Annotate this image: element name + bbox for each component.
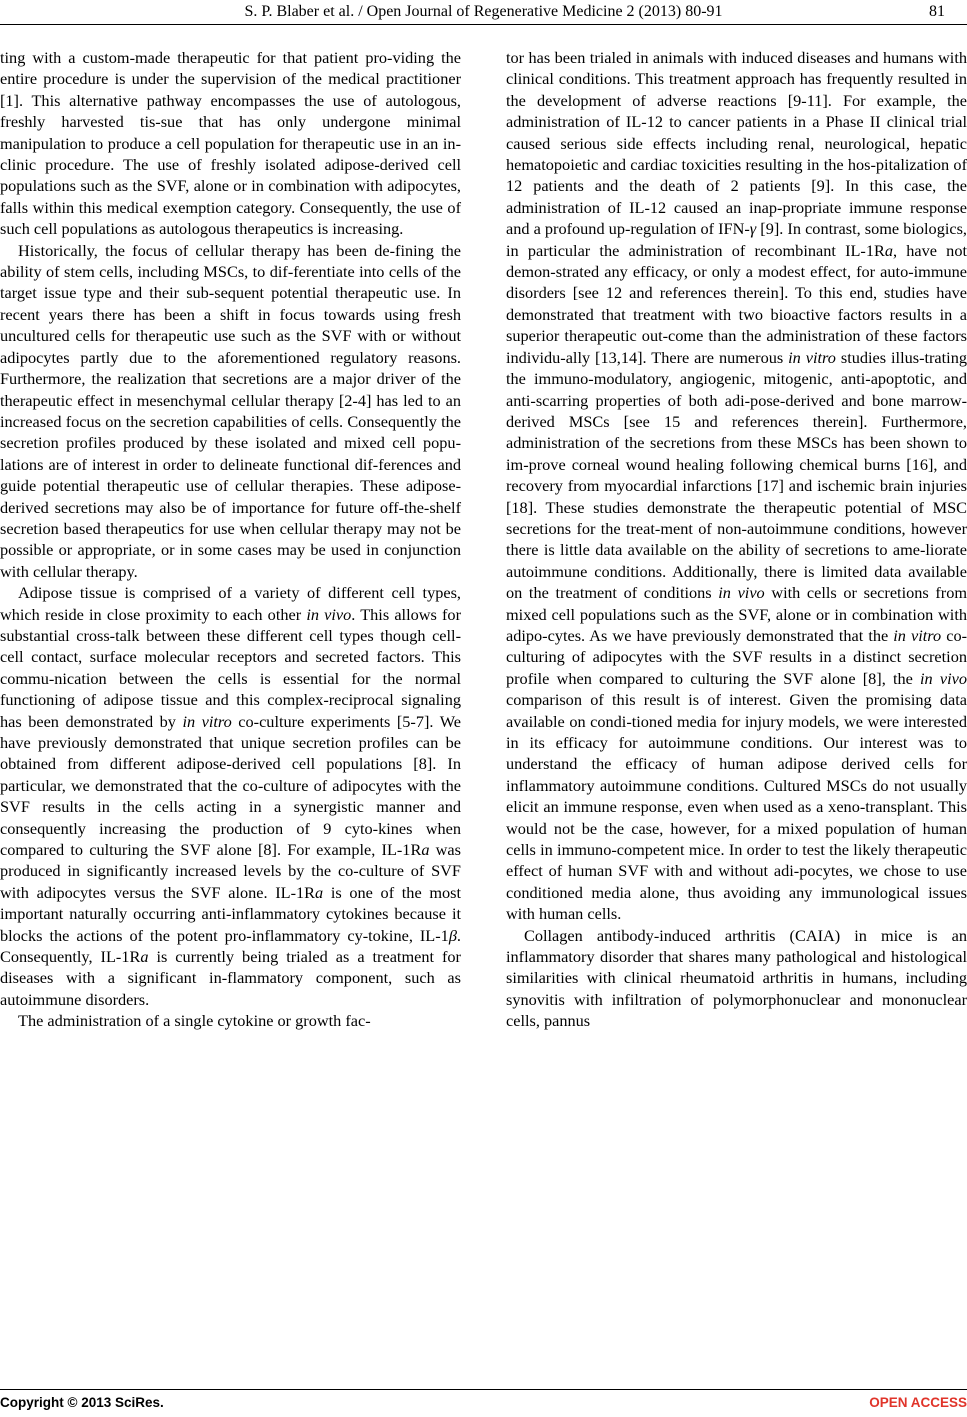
- paragraph-continuation: [506, 47, 967, 925]
- text-run: is one of the most important naturally occurring anti-inflammatory cytokines because it blocks the actions of the potent pro-inflammatory cy-tokine, IL-1: [0, 882, 461, 945]
- paragraph-single-cytokine: The administration of a single cytokine or growth fac-: [18, 1011, 371, 1031]
- paragraph-adipose-tissue: [0, 582, 461, 1010]
- copyright-notice: Copyright © 2013 SciRes.: [0, 1395, 164, 1410]
- right-text-column: [506, 47, 967, 1032]
- italic-term: a: [140, 947, 149, 967]
- paragraph-caia: Collagen antibody-induced arthritis (CAIA) in mice is an inflammatory disorder that shares many pathological and histological similarities with clinical rheumatoid arthritis in humans, including synovitis with infiltration of polymorphonuclear and mononuclear cells, pannus: [506, 925, 967, 1031]
- page-footer: [0, 1395, 967, 1415]
- text-run: tor has been trialed in animals with induced diseases and humans with clinical conditions. This treatment approach has frequently resulted in the development of adverse reactions [9-11]. For example, the administration of IL-12 to cancer patients in a Phase II clinical trial caused serious side effects including renal, neurological, hepatic hematopoietic and cardiac toxicities resulting in the hos-pitalization of 12 patients and the death of 2 patients [9]. In this case, the administration of IL-12 caused an inap-propriate immune response and a profound up-regulation of IFN-: [506, 48, 967, 239]
- italic-term: γ: [749, 219, 757, 239]
- text-run: . Consequently, IL-1R: [0, 925, 461, 967]
- paragraph-cellular-therapy-history: Historically, the focus of cellular therapy has been de-fining the ability of stem cells, including MSCs, to dif-ferentiate into cells of the target issue type and their sub-sequent potential therapeutic use. In recent years there has been a shift in focus towards using fresh uncultured cells for therapeutic use such as the SVF with or without adipocytes partly due to the aforementioned regulatory reasons. Furthermore, the realization that secretions are a major driver of the therapeutic effect in mesenchymal cellular therapy [2-4] has led to an increased focus on the secretion capabilities of cells. Consequently the secretion profiles produced by these isolated and mixed cell popu-lations are of interest in order to delineate functional dif-ferences and guide potential therapeutic use of cellular therapies. These adipose-derived secretions may also be of importance for future off-the-shelf secretion based therapeutics for use when cellular therapy may not be possible or appropriate, or in some cases may be used in conjunction with cellular therapy.: [0, 240, 461, 581]
- italic-term: a: [421, 840, 430, 860]
- text-run: with cells or secretions from mixed cell populations such as the SVF, alone or in combination with adipo-cytes. As we have previously demonstrated that the: [506, 583, 967, 645]
- text-run: co-culture experiments [5-7]. We have previously demonstrated that unique secretion profiles can be obtained from different adipose-derived cell populations [8]. In particular, we demonstrated that the co-culture of adipocytes with the SVF results in the cells acting in a synergistic manner and consequently increasing the production of 9 cyto-kines when compared to culturing the SVF alone [8]. For example, IL-1R: [0, 711, 461, 860]
- journal-header-title: S. P. Blaber et al. / Open Journal of Regenerative Medicine 2 (2013) 80-91: [244, 3, 723, 20]
- text-run: , have not demon-strated any efficacy, or only a modest effect, for auto-immune disorders [see 12 and references therein]. To this end, studies have demonstrated that treatment with two bioactive factors results in a superior therapeutic out-come than the administration of these factors individu-ally [13,14]. There are numerous: [506, 240, 967, 367]
- footer-divider: [0, 1389, 967, 1390]
- text-run: Adipose tissue is comprised of a variety of different cell types, which reside in close proximity to each other: [0, 583, 461, 624]
- italic-term: in vivo: [920, 668, 967, 688]
- text-run: comparison of this result is of interest. Given the promising data available on condi-tioned media for injury models, we were interested in its efficacy for autoimmune conditions. Our interest was to understand the efficacy of human adipose derived cells for inflammatory autoimmune conditions. Cultured MSCs do not usually elicit an immune response, even when used as a xeno-transplant. This would not be the case, however, for a mixed population of human cells in immuno-competent mice. In order to test the likely therapeutic effect of human SVF with and without adi-pocytes, we chose to use conditioned media alone, thus avoiding any immunological issues with human cells.: [506, 690, 967, 924]
- italic-term: β: [448, 925, 457, 945]
- italic-term: a: [315, 882, 324, 902]
- text-run: [9]. In contrast, some biologics, in particular the administration of recombinant IL-1R: [506, 219, 967, 260]
- text-run: is currently being trialed as a treatment for diseases with a significant in-flammatory component, such as autoimmune disorders.: [0, 947, 461, 1009]
- italic-term: in vitro: [788, 347, 836, 367]
- paragraph-continuation: ting with a custom-made therapeutic for that patient pro-viding the entire procedure is under the supervision of the medical practitioner [1]. This alternative pathway encompasses the use of autologous, freshly harvested tis-sue that has only undergone minimal manipulation to produce a cell population for therapeutic use in an in-clinic procedure. The use of freshly isolated adipose-derived cell populations such as the SVF, alone or in combination with adipocytes, falls within this medical exemption category. Consequently, the use of such cell populations as autologous therapeutics is increasing.: [0, 48, 461, 239]
- text-run: studies illus-trating the immuno-modulatory, angiogenic, mitogenic, anti-apoptotic, and anti-scarring properties of both adi-pose-derived and bone marrow-derived MSCs [see 15 and references therein]. Furthermore, administration of the secretions from these MSCs has been shown to im-prove corneal wound healing following chemical burns [16], and recovery from myocardial infarctions [17] and ischemic brain injuries [18]. These studies demonstrate the therapeutic potential of MSC secretions for the treat-ment of non-autoimmune conditions, however there is little data available on the ability of secretions to ame-liorate autoimmune conditions. Additionally, there is limited data available on the treatment of conditions: [506, 347, 967, 603]
- page-number: 81: [929, 3, 945, 20]
- italic-term: in vitro: [182, 711, 232, 731]
- text-run: . This allows for substantial cross-talk between these different cell types though cell-cell contact, surface molecular receptors and secreted factors. This commu-nication between the cells is essential for the normal functioning of adipose tissue and this complex-reciprocal signaling has been demonstrated by: [0, 604, 461, 731]
- open-access-label: OPEN ACCESS: [869, 1395, 967, 1410]
- italic-term: a: [884, 240, 893, 260]
- italic-term: in vitro: [893, 625, 942, 645]
- text-run: was produced in significantly increased levels by the co-culture of SVF with adipocytes versus the SVF alone. IL-1R: [0, 840, 461, 902]
- text-run: co-culturing of adipocytes with the SVF results in a distinct secretion profile when compared to culturing the SVF alone [8], the: [506, 625, 967, 688]
- header-divider: [0, 24, 967, 25]
- running-header: [0, 0, 967, 22]
- italic-term: in vivo: [718, 583, 765, 603]
- italic-term: in vivo: [306, 604, 352, 624]
- left-text-column: [0, 47, 461, 1032]
